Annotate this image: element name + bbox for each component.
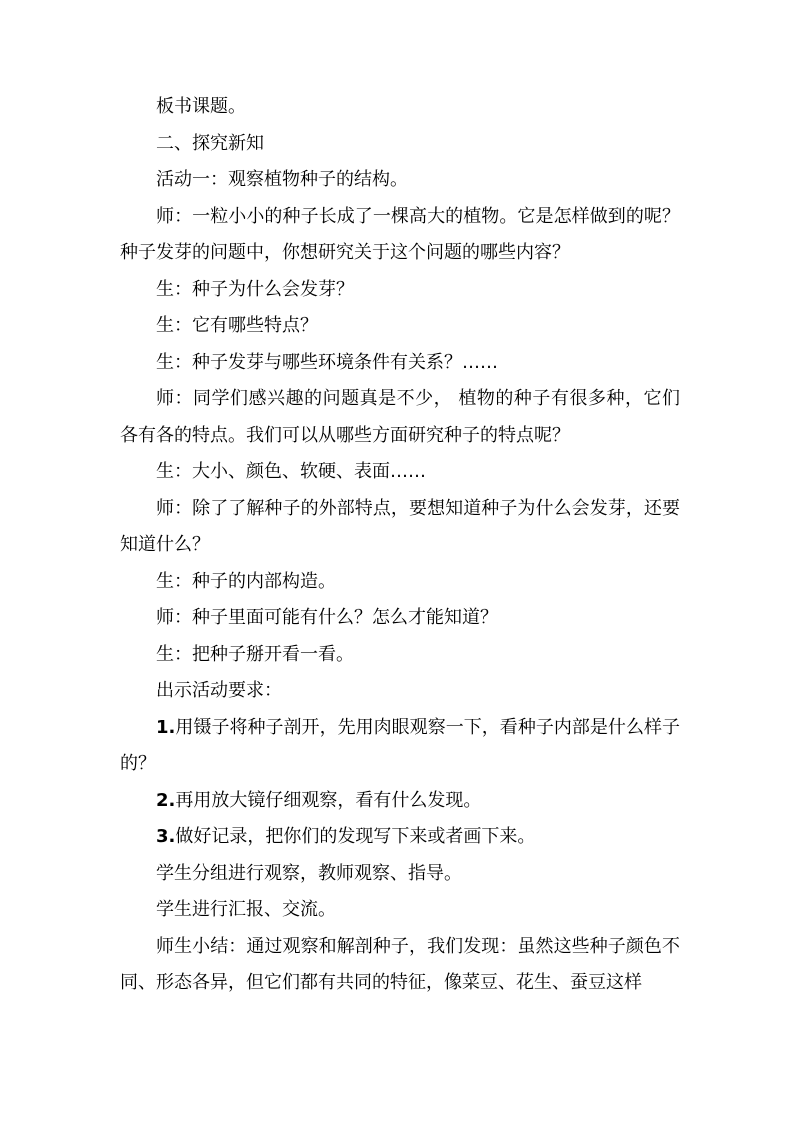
requirement-item xyxy=(120,819,680,856)
requirement-number: 1. xyxy=(156,716,176,738)
group-observation-note: 学生分组进行观察，教师观察、指导。 xyxy=(156,862,462,884)
teacher-question-1: 师：一粒小小的种子长成了一棵高大的植物。它是怎样做到的呢？种子发芽的问题中，你想研究关于这个问题的哪些内容？ xyxy=(120,205,680,263)
requirement-text: 再用放大镜仔细观察，看有什么发现。 xyxy=(175,789,482,811)
requirement-number: 3. xyxy=(156,826,176,847)
section-heading-explore: 二、探究新知 xyxy=(156,132,264,154)
student-answer-4: 生：大小、颜色、软硬、表面…… xyxy=(156,461,426,482)
student-answer-5: 生：种子的内部构造。 xyxy=(156,570,336,592)
student-answer-2: 生：它有哪些特点？ xyxy=(156,315,318,336)
requirement-text: 用镊子将种子剖开，先用肉眼观察一下，看种子内部是什么样子的？ xyxy=(120,716,680,774)
student-answer-6: 生：把种子掰开看一看。 xyxy=(156,643,354,665)
requirement-item xyxy=(120,710,680,783)
teacher-question-4: 师：种子里面可能有什么？怎么才能知道？ xyxy=(156,607,498,628)
teacher-question-3: 师：除了了解种子的外部特点，要想知道种子为什么会发芽，还要知道什么？ xyxy=(120,497,680,555)
student-answer-3: 生：种子发芽与哪些环境条件有关系？…… xyxy=(156,351,498,373)
requirement-text: 做好记录，把你们的发现写下来或者画下来。 xyxy=(175,826,536,847)
report-exchange-note: 学生进行汇报、交流。 xyxy=(156,899,336,920)
student-answer-1: 生：种子为什么会发芽？ xyxy=(156,278,354,300)
activity-title: 活动一：观察植物种子的结构。 xyxy=(156,169,408,190)
teacher-question-2: 师：同学们感兴趣的问题真是不少， 植物的种子有很多种，它们各有各的特点。我们可以从哪些方面研究种子的特点呢？ xyxy=(120,388,680,446)
summary-paragraph: 师生小结：通过观察和解剖种子，我们发现：虽然这些种子颜色不同、形态各异，但它们都有共同的特征，像菜豆、花生、蚕豆这样 xyxy=(120,935,680,993)
document-body xyxy=(120,89,680,1002)
requirement-item xyxy=(120,783,680,820)
activity-requirements-heading: 出示活动要求： xyxy=(156,680,282,701)
requirement-number: 2. xyxy=(156,789,176,811)
paragraph-board-title: 板书课题。 xyxy=(156,96,246,117)
